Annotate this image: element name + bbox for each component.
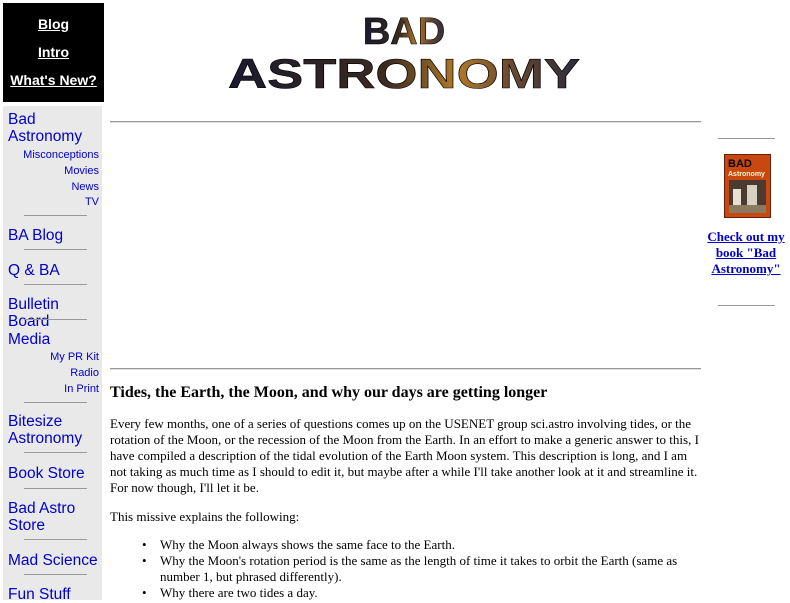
explanation-list [142,537,702,601]
missive-paragraph: This missive explains the following: [110,509,300,524]
site-logo [224,12,584,94]
logo-line2: ASTRONOMY [228,50,580,94]
sidebar-divider [24,539,87,540]
sidebar-divider [24,574,87,575]
sidebar-divider [24,215,87,216]
sidebar [3,106,102,603]
sidebar-divider [24,452,87,453]
sidebar-divider [24,249,87,250]
nav-intro-link[interactable]: Intro [37,44,70,60]
sidebar-sub-misconceptions[interactable]: Misconceptions [23,149,99,161]
sidebar-sub-in-print[interactable]: In Print [64,383,99,395]
logo-graphic [224,12,584,94]
sidebar-item-media[interactable]: Media [8,331,51,348]
sidebar-item-fun-stuff[interactable]: Fun Stuff [8,586,71,603]
sidebar-sub-radio[interactable]: Radio [70,367,99,379]
book-cover-title: BAD [728,158,752,170]
sidebar-item-mad-science[interactable]: Mad Science [8,552,98,569]
book-cover-image[interactable] [724,154,771,218]
list-item: • Why the Moon always shows the same face to the Earth. [142,537,702,553]
sidebar-item-bitesize-astronomy[interactable]: Bitesize Astronomy [8,413,83,447]
sidebar-item-bad-astronomy[interactable]: Bad Astronomy [8,111,83,145]
right-divider [718,305,775,306]
nav-blog-link[interactable]: Blog [37,16,70,32]
right-divider [718,138,775,139]
book-cover-subtitle: Astronomy [728,171,765,178]
list-item: • Why the Moon's rotation period is the same as the length of time it takes to orbit the Earth (same as number 1, but phrased differently). [142,553,702,585]
nav-whats-new-link[interactable]: What's New? [10,72,97,88]
intro-paragraph: Every few months, one of a series of questions comes up on the USENET group sci.astro involving tides, or the rotation of the Moon, or the recession of the Moon from the Earth. In an effort to make a generic answer to this, I have compiled a description of the tidal evolution of the Earth Moon system. This description is long, and I am not taking as much time as I should to edit it, but maybe after a while I'll take another look at it and streamline it. For now though, I'll let it be. [110,416,699,495]
logo-line1: BAD [362,12,446,53]
book-promo-link[interactable]: Check out my book "Bad Astronomy" [707,229,785,276]
sidebar-sub-movies[interactable]: Movies [64,165,99,177]
sidebar-divider [24,319,87,320]
top-nav [3,3,104,102]
sidebar-item-book-store[interactable]: Book Store [8,465,85,482]
page-title: Tides, the Earth, the Moon, and why our days are getting longer [110,384,548,401]
sidebar-sub-news[interactable]: News [71,181,99,193]
sidebar-divider [24,284,87,285]
sidebar-item-ba-blog[interactable]: BA Blog [8,227,64,244]
content-divider [110,368,701,370]
sidebar-sub-tv[interactable]: TV [84,196,99,208]
sidebar-item-q-and-ba[interactable]: Q & BA [8,262,60,279]
sidebar-divider [24,488,87,489]
sidebar-divider [24,402,87,403]
top-divider [110,121,701,123]
sidebar-item-bulletin-board[interactable]: Bulletin Board [8,296,59,330]
sidebar-item-bad-astro-store[interactable]: Bad Astro Store [8,500,76,534]
list-item: • Why there are two tides a day. [142,585,702,601]
sidebar-sub-my-pr-kit[interactable]: My PR Kit [50,351,99,363]
